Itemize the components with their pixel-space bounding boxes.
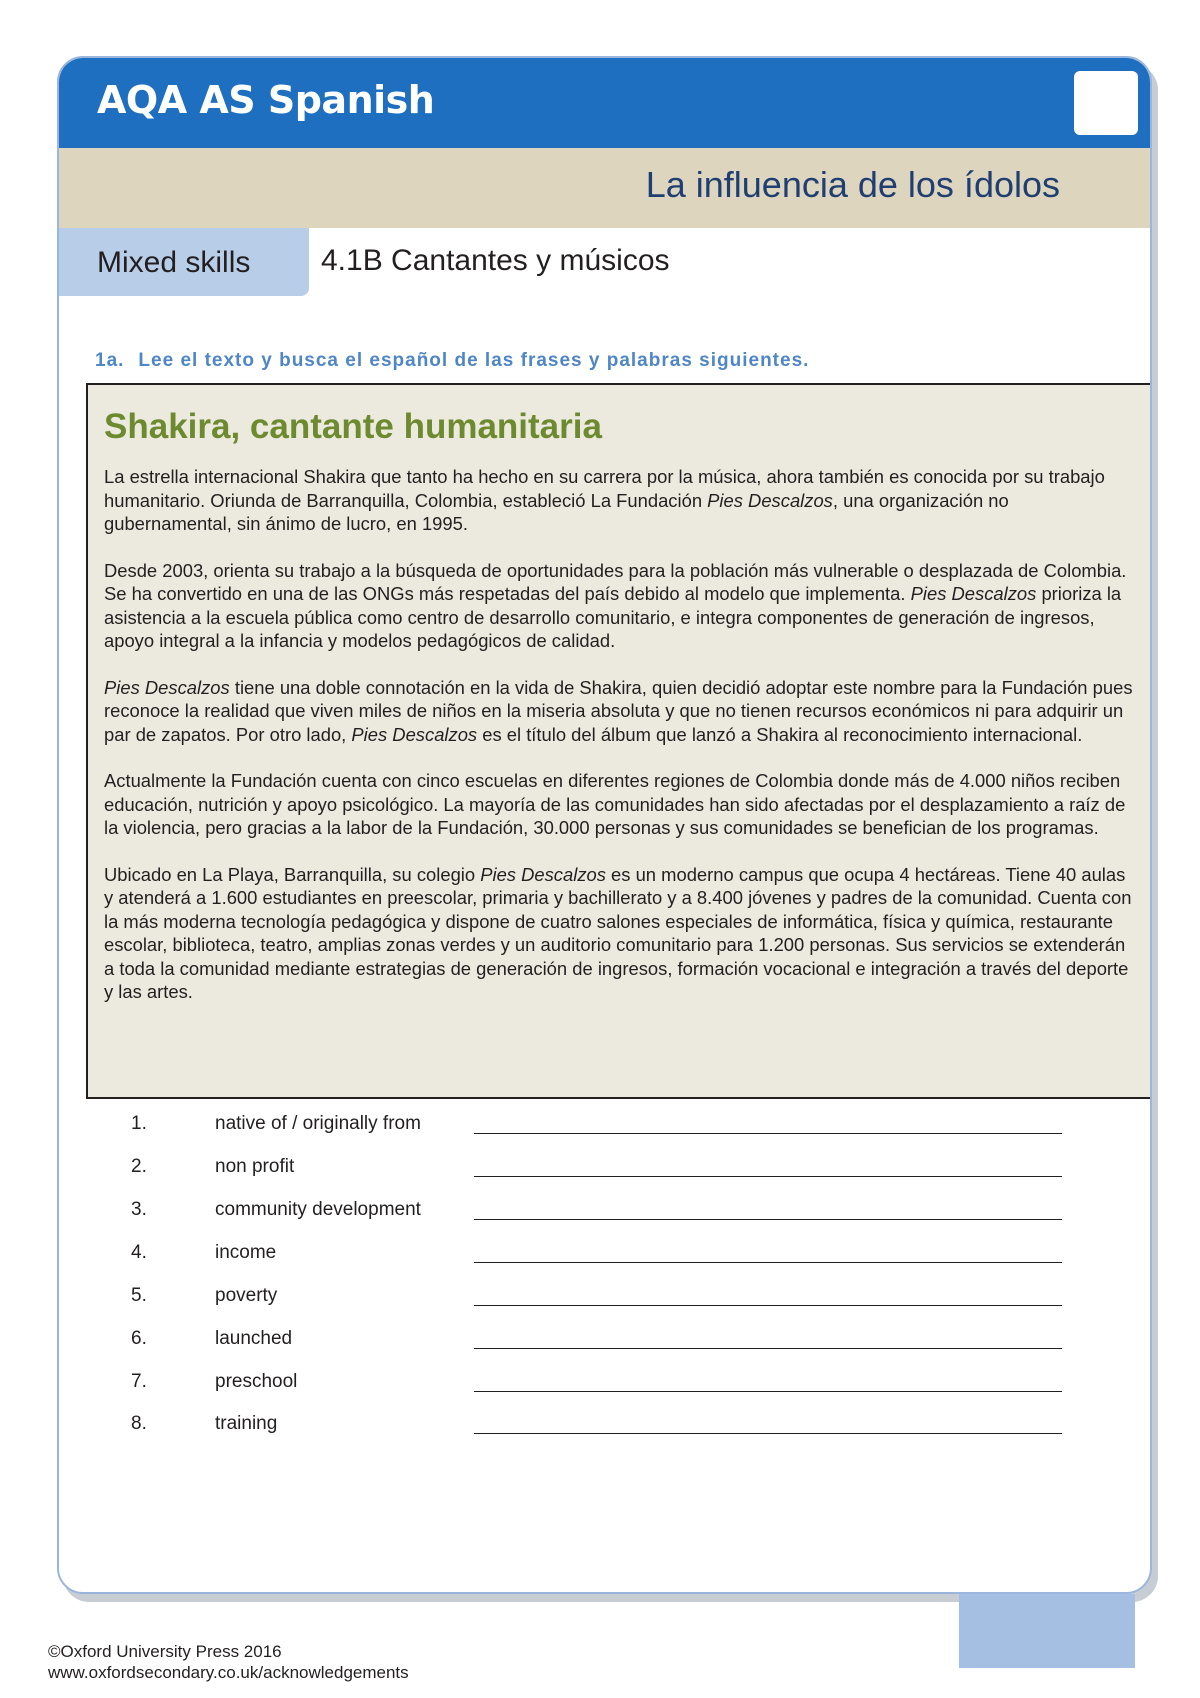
- answer-line[interactable]: [474, 1348, 1062, 1349]
- article-paragraph: Pies Descalzos tiene una doble connotación en la vida de Shakira, quien decidió adoptar este nombre para la Fundación pues reconoce la realidad que viven miles de niños en la miseria absoluta y que no tienen recursos económicos ni para adquirir un par de zapatos. Por otro lado, Pies Descalzos es el título del álbum que lanzó a Shakira al reconocimiento internacional.: [104, 676, 1133, 745]
- answer-line[interactable]: [474, 1176, 1062, 1177]
- vocab-item: [59, 1242, 1150, 1272]
- vocab-number: 1.: [131, 1113, 147, 1134]
- skill-tab: [59, 228, 309, 296]
- vocab-number: 2.: [131, 1156, 147, 1177]
- article-box: [86, 383, 1152, 1099]
- vocab-term: preschool: [215, 1371, 298, 1392]
- vocab-item: [59, 1113, 1150, 1143]
- vocab-number: 4.: [131, 1242, 147, 1263]
- copyright-text: ©Oxford University Press 2016: [48, 1642, 282, 1661]
- vocab-item: [59, 1156, 1150, 1186]
- article-paragraph: Ubicado en La Playa, Barranquilla, su colegio Pies Descalzos es un moderno campus que ocupa 4 hectáreas. Tiene 40 aulas y atenderá a 1.600 estudiantes en preescolar, primaria y bachillerato y a 8.400 jóvenes y padres de la comunidad. Cuenta con la más moderna tecnología pedagógica y dispone de cuatro salones especiales de informática, física y química, restaurante escolar, biblioteca, teatro, amplias zonas verdes y un auditorio comunitario para 1.200 personas. Sus servicios se extenderán a toda la comunidad mediante estrategias de generación de ingresos, formación vocacional e integración a través del deporte y las artes.: [104, 863, 1132, 1002]
- page-tab: [959, 1594, 1135, 1668]
- vocab-term: launched: [215, 1328, 293, 1349]
- answer-line[interactable]: [474, 1262, 1062, 1263]
- vocab-number: 6.: [131, 1328, 147, 1349]
- header-banner: [59, 58, 1150, 148]
- topic-title: La influencia de los ídolos: [645, 164, 1060, 205]
- vocab-term: community development: [215, 1199, 421, 1220]
- answer-line[interactable]: [474, 1305, 1062, 1306]
- vocab-item: [59, 1371, 1150, 1401]
- answer-line[interactable]: [474, 1433, 1062, 1434]
- instruction-text: Lee el texto y busca el español de las frases y palabras siguientes.: [138, 350, 810, 371]
- unit-title: 4.1B Cantantes y músicos: [321, 244, 670, 277]
- corner-box: [1074, 71, 1138, 135]
- vocab-term: non profit: [215, 1156, 295, 1177]
- vocab-item: [59, 1285, 1150, 1315]
- vocab-number: 3.: [131, 1199, 147, 1220]
- answer-line[interactable]: [474, 1133, 1062, 1134]
- vocab-item: [59, 1328, 1150, 1358]
- article-paragraph: La estrella internacional Shakira que tanto ha hecho en su carrera por la música, ahora también es conocida por su trabajo humanitario. Oriunda de Barranquilla, Colombia, estableció La Fundación Pies Descalzos, una organización no gubernamental, sin ánimo de lucro, en 1995.: [104, 466, 1105, 534]
- vocab-item: [59, 1199, 1150, 1229]
- answer-line[interactable]: [474, 1391, 1062, 1392]
- vocab-number: 7.: [131, 1371, 147, 1392]
- topic-band: [59, 148, 1150, 228]
- article-paragraph: Desde 2003, orienta su trabajo a la búsqueda de oportunidades para la población más vulnerable o desplazada de Colombia. Se ha convertido en una de las ONGs más respetadas del país debido al modelo que implementa. Pies Descalzos prioriza la asistencia a la escuela pública como centro de desarrollo comunitario, e integra componentes de generación de ingresos, apoyo integral a la infancia y modelos pedagógicos de calidad.: [104, 559, 1127, 651]
- vocab-number: 8.: [131, 1413, 147, 1434]
- brand-title: AQA AS Spanish: [97, 78, 435, 122]
- worksheet-frame: [57, 56, 1152, 1594]
- acknowledgements-url[interactable]: www.oxfordsecondary.co.uk/acknowledgements: [48, 1663, 409, 1682]
- vocab-term: training: [215, 1413, 278, 1434]
- answer-line[interactable]: [474, 1219, 1062, 1220]
- exercise-number: 1a.: [95, 350, 125, 371]
- exercise-instruction: [95, 350, 809, 372]
- vocab-number: 5.: [131, 1285, 147, 1306]
- vocab-term: poverty: [215, 1285, 278, 1306]
- article-title: Shakira, cantante humanitaria: [104, 407, 602, 446]
- vocab-term: native of / originally from: [215, 1113, 421, 1134]
- vocab-term: income: [215, 1242, 277, 1263]
- article-paragraph: Actualmente la Fundación cuenta con cinco escuelas en diferentes regiones de Colombia donde más de 4.000 niños reciben educación, nutrición y apoyo psicológico. La mayoría de las comunidades han sido afectadas por el desplazamiento a raíz de la violencia, pero gracias a la labor de la Fundación, 30.000 personas y sus comunidades se benefician de los programas.: [104, 770, 1126, 838]
- footer: [48, 1641, 409, 1683]
- vocab-item: [59, 1413, 1150, 1443]
- skill-label: Mixed skills: [97, 246, 251, 279]
